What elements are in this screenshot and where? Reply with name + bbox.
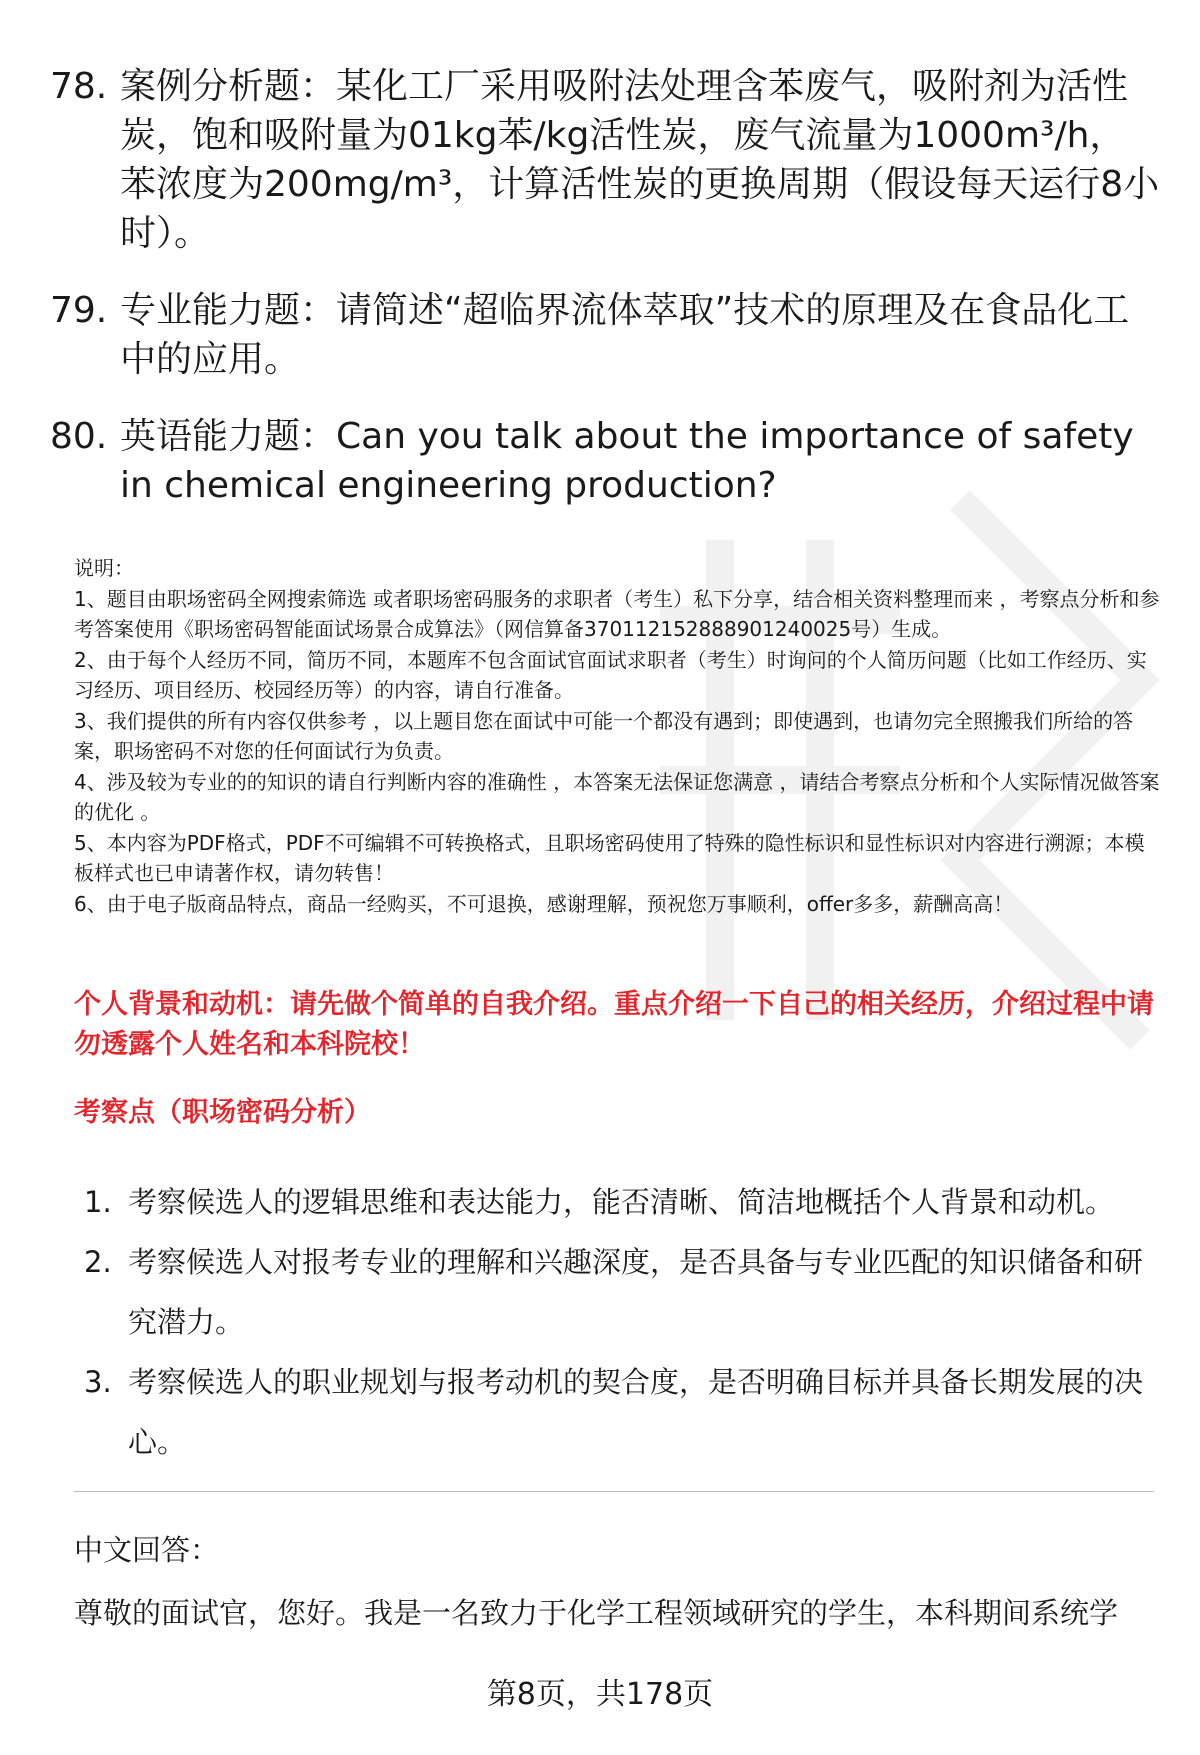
question-number: 79. [50,290,108,331]
point-number: 3. [84,1365,112,1399]
analysis-point [84,1352,1164,1472]
question-number: 78. [50,66,108,107]
note-item: 4、涉及较为专业的的知识的请自行判断内容的准确性 ，本答案无法保证您满意 ，请结合考察点分析和个人实际情况做答案的优化 。 [74,769,1160,824]
point-number: 2. [84,1245,112,1279]
point-number: 1. [84,1185,112,1219]
question-79 [50,286,1160,384]
analysis-title: 考察点（职场密码分析） [74,1097,371,1128]
divider [74,1491,1154,1492]
question-text: 英语能力题：Can you talk about the importance of safety in chemical engineering production? [120,416,1134,506]
note-item: 6、由于电子版商品特点，商品一经购买，不可退换，感谢理解，预祝您万事顺利，offer多多，薪酬高高！ [74,891,1014,916]
notes-title: 说明： [74,556,134,580]
point-text: 考察候选人对报考专业的理解和兴趣深度，是否具备与专业匹配的知识储备和研究潜力。 [128,1245,1144,1339]
note-item: 5、本内容为PDF格式，PDF不可编辑不可转换格式，且职场密码使用了特殊的隐性标识和显性标识对内容进行溯源；本模板样式也已申请著作权，请勿转售！ [74,830,1145,885]
question-80 [50,412,1160,510]
point-text: 考察候选人的职业规划与报考动机的契合度，是否明确目标并具备长期发展的决心。 [128,1365,1144,1459]
section-heading: 个人背景和动机：请先做个简单的自我介绍。重点介绍一下自己的相关经历，介绍过程中请勿透露个人姓名和本科院校！ [74,989,1154,1060]
note-item: 1、题目由职场密码全网搜索筛选 或者职场密码服务的求职者（考生）私下分享，结合相关资料整理而来 ，考察点分析和参考答案使用《职场密码智能面试场景合成算法》（网信算备370112152888901240025号）生成。 [74,586,1160,641]
answer-text: 尊敬的面试官，您好。我是一名致力于化学工程领域研究的学生，本科期间系统学 [74,1596,1119,1630]
analysis-point [84,1172,1164,1232]
question-text: 专业能力题：请简述“超临界流体萃取”技术的原理及在食品化工中的应用。 [120,290,1130,380]
point-text: 考察候选人的逻辑思维和表达能力，能否清晰、简洁地概括个人背景和动机。 [128,1185,1115,1219]
analysis-points [84,1172,1164,1472]
analysis-point [84,1232,1164,1352]
notes-section [74,553,1164,919]
note-item: 3、我们提供的所有内容仅供参考 ，以上题目您在面试中可能一个都没有遇到；即使遇到，也请勿完全照搬我们所给的答案，职场密码不对您的任何面试行为负责。 [74,708,1134,763]
note-item: 2、由于每个人经历不同，简历不同，本题库不包含面试官面试求职者（考生）时询问的个人简历问题（比如工作经历、实习经历、项目经历、校园经历等）的内容，请自行准备。 [74,647,1147,702]
question-number: 80. [50,416,108,457]
page-number: 第8页，共178页 [486,1677,714,1712]
question-78 [50,62,1160,258]
question-text: 案例分析题：某化工厂采用吸附法处理含苯废气，吸附剂为活性炭，饱和吸附量为01kg苯/kg活性炭，废气流量为1000m³/h，苯浓度为200mg/m³，计算活性炭的更换周期（假设每天运行8小时）。 [120,66,1160,254]
answer-label: 中文回答： [74,1533,220,1567]
question-list [50,62,1160,538]
